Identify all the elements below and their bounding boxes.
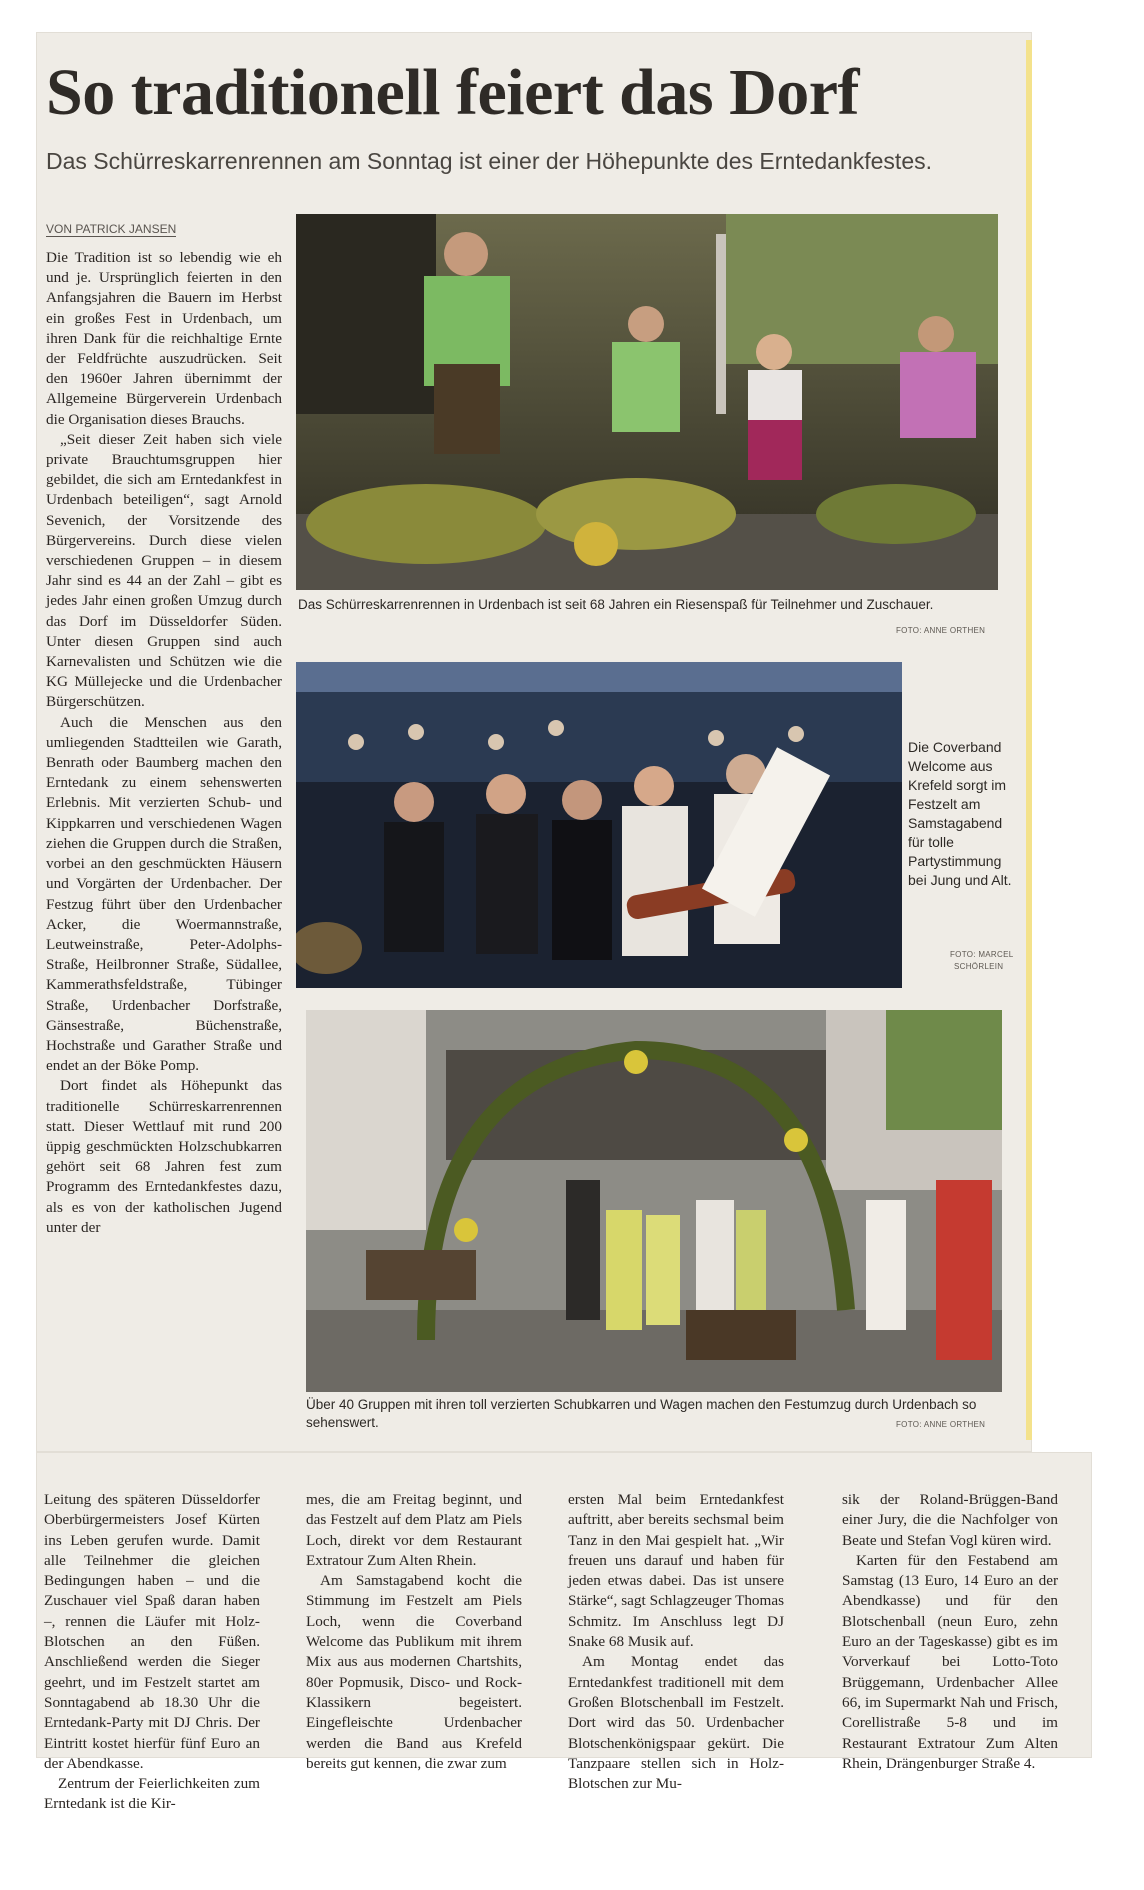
paragraph: „Seit dieser Zeit haben sich viele private Brauchtumsgruppen hier gebildet, die sich am Erntedankfest in Urdenbach beteiligen“, sagt Arnold Sevenich, der Vorsitzende des Bürgervereins. Durch diese vielen verschiedenen Gruppen – in diesem Jahr sind es 44 an der Zahl – gibt es jedes Jahr einen großen Umzug durch das Dorf im Düsseldorfer Süden. Unter diesen Gruppen sind auch Karnevalisten und Schützen wie die KG Müllejecke und die Urdenbacher Bürgerschützen. xyxy=(46,430,282,711)
photo-credit-line1: FOTO: MARCEL xyxy=(950,950,1014,959)
photo-wheelbarrow-race xyxy=(296,214,998,590)
paragraph: ersten Mal beim Erntedankfest auftritt, aber bereits sechsmal beim Tanz in den Mai gespielt hat. „Wir freuen uns darauf und haben für jeden etwas dabei. Das ist unsere Stärke“, sagt Schlagzeuger Thomas Schmitz. Im Anschluss legt DJ Snake 68 Musik auf. xyxy=(568,1491,784,1651)
paragraph: sik der Roland-Brüggen-Band einer Jury, die die Nachfolger von Beate und Stefan Vogl küren wird. xyxy=(842,1491,1058,1549)
photo-credit: FOTO: ANNE ORTHEN xyxy=(896,626,986,635)
paragraph: Am Samstagabend kocht die Stimmung im Festzelt am Piels Loch, wenn die Coverband Welcome das Publikum mit ihrem Mix aus aus modernen Chartshits, 80er Popmusik, Disco- und Rock-Klassikern begeistert. Eingefleischte Urdenbacher werden die Band aus Krefeld bereits gut kennen, die zwar zum xyxy=(306,1572,522,1772)
photo-wheelbarrow-race-image xyxy=(296,214,998,590)
photo-credit: FOTO: ANNE ORTHEN xyxy=(896,1420,986,1429)
article-bottom-column-2 xyxy=(306,1490,522,1774)
article-bottom-column-1 xyxy=(44,1490,260,1815)
paragraph: Karten für den Festabend am Samstag (13 Euro, 14 Euro an der Abendkasse) und für den Blotschenball (neun Euro, zehn Euro an der Tageskasse) gibt es im Vorverkauf bei Lotto-Toto Brüggemann, Urdenbacher Allee 66, im Supermarkt Nah und Frisch, Corellistraße 5-8 und im Restaurant Extratour Zum Alten Rhein, Drängenburger Straße 4. xyxy=(842,1551,1058,1772)
paragraph: Dort findet als Höhepunkt das traditionelle Schürreskarrenrennen statt. Dieser Wettlauf mit rund 200 üppig geschmückten Holzschubkarren gehört seit 68 Jahren fest zum Programm des Erntedankfestes dazu, als es von der katholischen Jugend unter der xyxy=(46,1077,282,1236)
photo-caption: Das Schürreskarrenrennen in Urdenbach ist seit 68 Jahren ein Riesenspaß für Teilnehmer und Zuschauer. xyxy=(298,597,934,612)
photo-parade-image xyxy=(306,1010,1002,1392)
photo-caption: Über 40 Gruppen mit ihren toll verzierten Schubkarren und Wagen machen den Festumzug durch Urdenbach so sehenswert. xyxy=(306,1397,977,1430)
photo-credit-line2: SCHÖRLEIN xyxy=(954,962,1004,971)
byline: VON PATRICK JANSEN xyxy=(46,222,177,236)
side-caption: Die Coverband Welcome aus Krefeld sorgt im Festzelt am Samstagabend für tolle Partystimmung bei Jung und Alt. xyxy=(908,739,1012,888)
paragraph: mes, die am Freitag beginnt, und das Festzelt auf dem Platz am Piels Loch, direkt vor dem Restaurant Extratour Zum Alten Rhein. xyxy=(306,1491,522,1569)
paragraph: Auch die Menschen aus den umliegenden Stadtteilen wie Garath, Benrath oder Baumberg machen den Erntedank zu einem sehenswerten Erlebnis. Mit verzierten Schub- und Kippkarren und verschiedenen Wagen ziehen die Gruppen durch die Straßen, vorbei an den geschmückten Häusern und Vorgärten der Urdenbacher. Der Festzug führt über den Urdenbacher Acker, die Woermannstraße, Leutweinstraße, Peter-Adolphs-Straße, Heilbronner Straße, Südallee, Kammerathsfeldstraße, Tübinger Straße, Urdenbacher Dorfstraße, Gänsestraße, Büchenstraße, Hochstraße und Garather Straße und endet an der Böke Pomp. xyxy=(46,713,282,1075)
photo-cover-band-image xyxy=(296,662,902,988)
photo-parade xyxy=(306,1010,1002,1392)
article-left-column xyxy=(46,248,282,1238)
photo-cover-band xyxy=(296,662,902,988)
paragraph: Zentrum der Feierlichkeiten zum Erntedank ist die Kir- xyxy=(44,1775,260,1813)
subheadline: Das Schürreskarrenrennen am Sonntag ist einer der Höhepunkte des Erntedankfestes. xyxy=(46,148,933,174)
article-bottom-column-3 xyxy=(568,1490,784,1794)
article-bottom-column-4 xyxy=(842,1490,1058,1774)
headline: So traditionell feiert das Dorf xyxy=(46,56,860,129)
scan-edge xyxy=(1026,40,1032,1440)
paragraph: Leitung des späteren Düsseldorfer Oberbürgermeisters Josef Kürten ins Leben gerufen wurde. Damit alle Teilnehmer die gleichen Bedingungen haben – und die Zuschauer viel Spaß daran haben –, rennen die Läufer mit Holz-Blotschen an den Füßen. Anschließend werden die Sieger geehrt, und im Festzelt startet am Sonntagabend ab 18.30 Uhr die Erntedank-Party mit DJ Chris. Der Eintritt kostet hierfür fünf Euro an der Abendkasse. xyxy=(44,1491,260,1772)
paragraph: Die Tradition ist so lebendig wie eh und je. Ursprünglich feierten in den Anfangsjahren die Bauern im Herbst ein großes Fest in Urdenbach, um ihren Dank für die reichhaltige Ernte der Feldfrüchte auszudrücken. Seit den 1960er Jahren übernimmt der Allgemeine Bürgerverein Urdenbach die Organisation dieses Brauchs. xyxy=(46,249,282,428)
paragraph: Am Montag endet das Erntedankfest traditionell mit dem Großen Blotschenball im Festzelt. Dort wird das 50. Urdenbacher Blotschenkönigspaar gekürt. Die Tanzpaare stellen sich in Holz-Blotschen zur Mu- xyxy=(568,1653,784,1793)
